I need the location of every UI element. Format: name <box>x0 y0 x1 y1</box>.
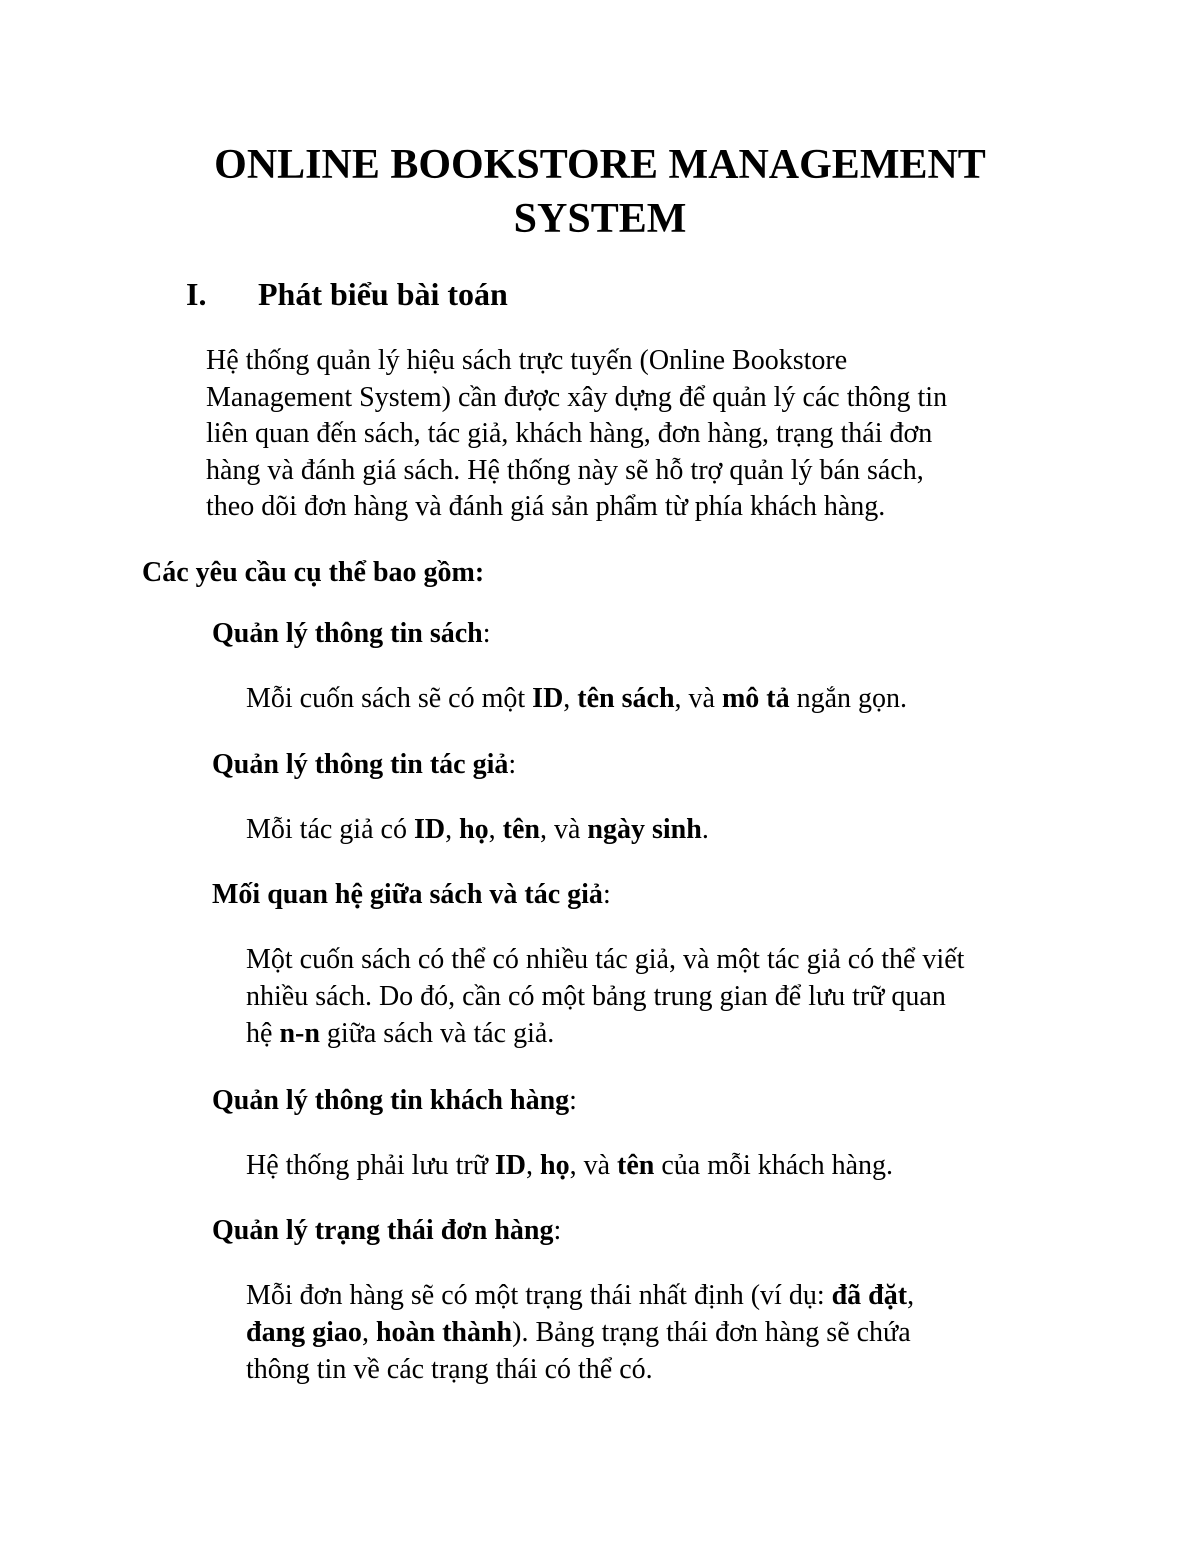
text-run: , và <box>674 683 722 714</box>
customers-title <box>212 1083 577 1119</box>
bold-run: mô tả <box>721 683 790 714</box>
relation-description <box>246 941 1126 1052</box>
text-run: của mỗi khách hàng. <box>654 1150 894 1181</box>
text-run: , và <box>539 814 588 845</box>
authors-title <box>212 747 516 783</box>
text-run: , <box>445 814 460 845</box>
intro-line: Hệ thống quản lý hiệu sách trực tuyến (Online Bookstore <box>206 345 848 376</box>
bold-run: ID <box>413 814 446 845</box>
text-run: , <box>361 1317 376 1348</box>
requirements-heading: Các yêu cầu cụ thể bao gồm: <box>142 557 485 588</box>
authors-description-line <box>246 811 1126 848</box>
authors-description <box>246 811 1126 848</box>
relation-description-line <box>246 1015 1126 1052</box>
bold-run: ID <box>532 683 564 714</box>
order-status-description-line <box>246 1314 1126 1351</box>
order-status-description <box>246 1277 1126 1388</box>
customers-description-line <box>246 1147 1126 1184</box>
customers-title-colon: : <box>569 1085 577 1116</box>
bold-run: tên <box>617 1150 655 1181</box>
text-run: , <box>488 814 503 845</box>
bold-run: họ <box>459 814 489 845</box>
text-run: Mỗi đơn hàng sẽ có một trạng thái nhất định (ví dụ: <box>246 1280 832 1311</box>
relation-description-line: nhiều sách. Do đó, cần có một bảng trung gian để lưu trữ quan <box>246 981 946 1012</box>
order-status-title <box>212 1213 561 1249</box>
order-status-description-line: thông tin về các trạng thái có thể có. <box>246 1354 653 1385</box>
title-line-1: ONLINE BOOKSTORE MANAGEMENT <box>214 142 986 188</box>
bold-run: hoàn thành <box>375 1317 513 1348</box>
text-run: , và <box>569 1150 618 1181</box>
order-status-title-colon: : <box>553 1215 562 1246</box>
bold-run: ngày sinh <box>587 814 702 845</box>
text-run: ). Bảng trạng thái đơn hàng sẽ chứa <box>512 1317 911 1348</box>
text-run: , <box>526 1150 540 1181</box>
relation-title <box>212 877 611 913</box>
title-line-2: SYSTEM <box>513 196 687 242</box>
authors-title-text: Quản lý thông tin tác giả <box>212 749 509 780</box>
bold-run: tên <box>502 814 540 845</box>
intro-line: theo dõi đơn hàng và đánh giá sản phẩm từ phía khách hàng. <box>206 491 886 522</box>
order-status-title-text: Quản lý trạng thái đơn hàng <box>212 1215 554 1246</box>
text-run: , <box>563 683 578 714</box>
books-title <box>212 616 491 652</box>
section-number: I. <box>186 276 207 312</box>
order-status-description-line <box>246 1277 1126 1314</box>
books-title-text: Quản lý thông tin sách <box>212 618 483 649</box>
text-run: , <box>907 1280 915 1311</box>
text-run: hệ <box>246 1018 280 1049</box>
text-run: Mỗi cuốn sách sẽ có một <box>246 683 533 714</box>
text-run: Hệ thống phải lưu trữ <box>246 1150 495 1181</box>
books-description <box>246 680 1126 717</box>
customers-description <box>246 1147 1126 1184</box>
text-run: . <box>701 814 709 845</box>
bold-run: đã đặt <box>831 1280 908 1311</box>
text-run: giữa sách và tác giả. <box>319 1018 555 1049</box>
intro-line: hàng và đánh giá sách. Hệ thống này sẽ hỗ trợ quản lý bán sách, <box>206 454 924 486</box>
intro-paragraph <box>206 343 1106 526</box>
intro-line: liên quan đến sách, tác giả, khách hàng, đơn hàng, trạng thái đơn <box>206 418 933 449</box>
relation-title-colon: : <box>602 879 611 910</box>
relation-title-text: Mối quan hệ giữa sách và tác giả <box>212 879 603 910</box>
text-run: Mỗi tác giả có <box>246 814 414 845</box>
document-title <box>100 138 1100 246</box>
text-run: ngắn gọn. <box>789 683 908 714</box>
customers-title-text: Quản lý thông tin khách hàng <box>212 1085 570 1116</box>
intro-line: Management System) cần được xây dựng để quản lý các thông tin <box>206 381 948 413</box>
bold-run: họ <box>540 1150 570 1181</box>
section-heading <box>186 272 508 316</box>
bold-run: đang giao <box>246 1317 362 1348</box>
bold-run: tên sách <box>577 683 675 714</box>
relation-description-line: Một cuốn sách có thể có nhiều tác giả, và một tác giả có thể viết <box>246 944 965 975</box>
books-description-line <box>246 680 1126 717</box>
books-title-colon: : <box>482 618 491 649</box>
bold-run: ID <box>494 1150 526 1181</box>
bold-run: n-n <box>279 1018 320 1049</box>
section-heading-text: Phát biểu bài toán <box>258 276 508 312</box>
authors-title-colon: : <box>508 749 517 780</box>
